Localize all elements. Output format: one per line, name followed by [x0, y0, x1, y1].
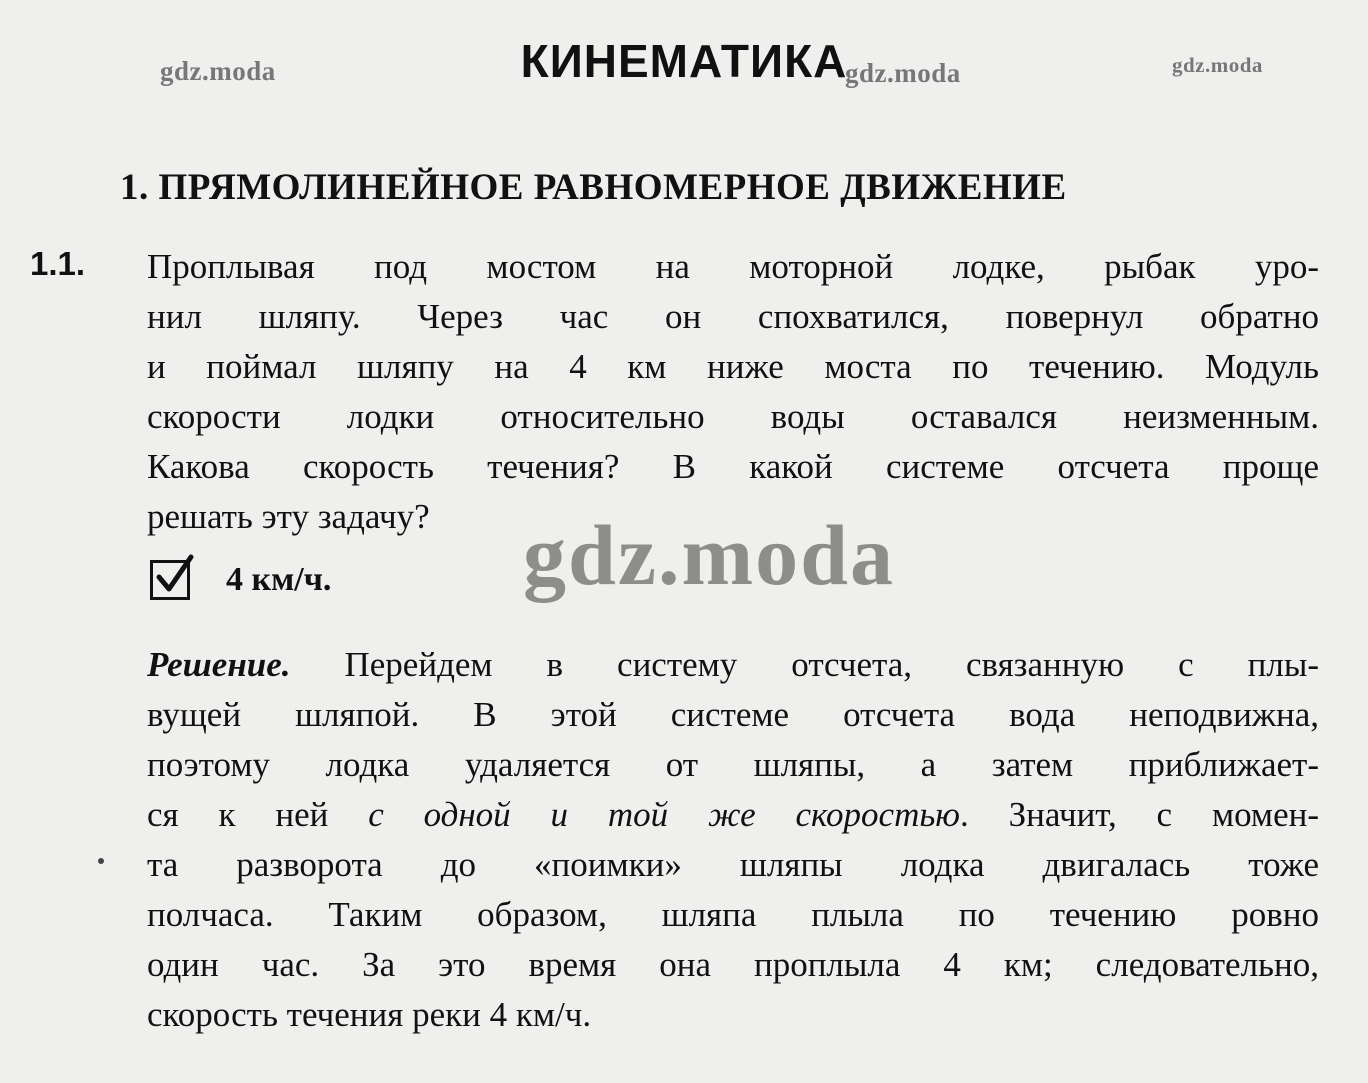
solution-line: скорость течения реки 4 км/ч.: [147, 995, 592, 1034]
problem-line: и поймал шляпу на 4 км ниже моста по течению. Модуль: [147, 347, 1319, 386]
problem-statement: [147, 242, 1319, 542]
checkbox-check-icon: [150, 560, 190, 600]
watermark-top-left: gdz.moda: [160, 56, 276, 86]
solution-line-text: . Значит, с момен-: [959, 795, 1319, 834]
watermark-top-center: gdz.moda: [845, 58, 961, 88]
section-title: 1. ПРЯМОЛИНЕЙНОЕ РАВНОМЕРНОЕ ДВИЖЕНИЕ: [120, 167, 1067, 208]
watermark-center: gdz.moda: [523, 507, 895, 603]
solution-line: один час. За это время она проплыла 4 км; следовательно,: [147, 945, 1319, 984]
solution-line: вущей шляпой. В этой системе отсчета вода неподвижна,: [147, 695, 1319, 734]
solution-line-text: ся к ней: [147, 795, 369, 834]
problem-line: скорости лодки относительно воды оставался неизменным.: [147, 397, 1319, 436]
solution-label: Решение.: [147, 645, 291, 684]
solution-line: [147, 640, 1319, 690]
problem-line: нил шляпу. Через час он спохватился, повернул обратно: [147, 297, 1319, 336]
problem-line: Проплывая под мостом на моторной лодке, рыбак уро-: [147, 247, 1319, 286]
solution-line: та разворота до «поимки» шляпы лодка двигалась тоже: [147, 845, 1319, 884]
problem-line: решать эту задачу?: [147, 497, 430, 536]
print-speck: [98, 858, 104, 864]
emphasized-text: с одной и той же скоростью: [368, 795, 960, 834]
solution-line-text: Перейдем в систему отсчета, связанную с плы-: [290, 645, 1319, 684]
solution: [147, 640, 1319, 1040]
solution-line: [147, 790, 1319, 840]
problem-number: 1.1.: [30, 245, 86, 282]
watermark-top-right: gdz.moda: [1172, 53, 1263, 77]
answer-value: 4 км/ч.: [226, 561, 332, 598]
answer: [150, 560, 331, 600]
chapter-title: КИНЕМАТИКА: [520, 35, 848, 87]
solution-line: поэтому лодка удаляется от шляпы, а затем приближает-: [147, 745, 1319, 784]
solution-line: полчаса. Таким образом, шляпа плыла по течению ровно: [147, 895, 1319, 934]
problem-line: Какова скорость течения? В какой системе отсчета проще: [147, 447, 1319, 486]
